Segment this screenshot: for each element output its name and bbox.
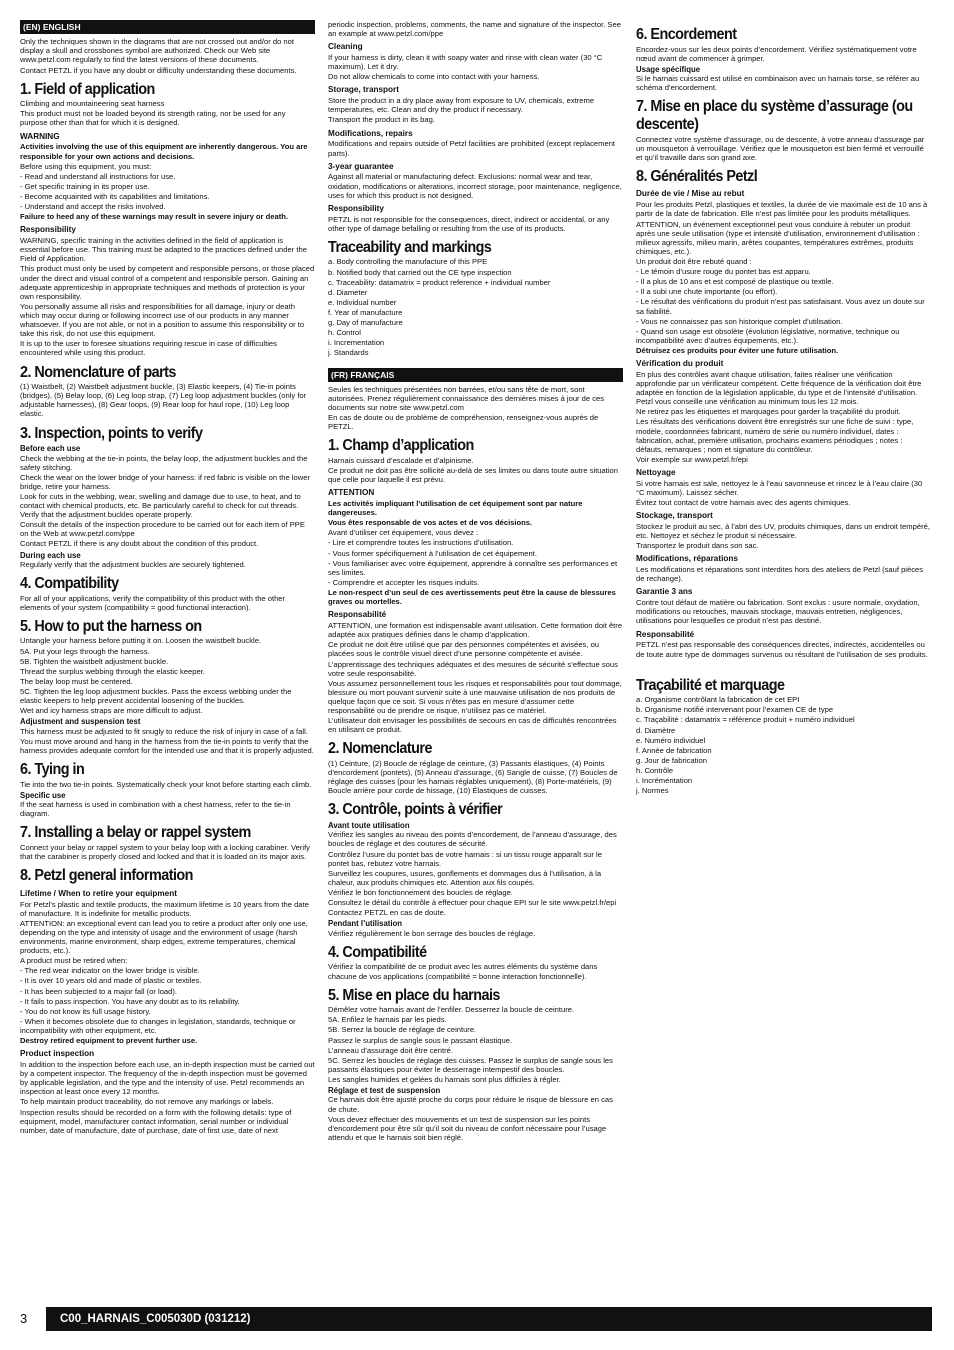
paragraph: Les résultats des vérifications doivent être enregistrés sur une fiche de suivi : type, modèle, coordonnées fabricant, numéro de série ou numéro individuel, dates : fabrication, achat, première utilisation, prochains examens périodiques ; notes : défauts, remarques ; nom et signature du contrôleur. [636, 417, 914, 454]
paragraph: Climbing and mountaineering seat harness [20, 99, 165, 109]
subsection-heading: Lifetime / When to retire your equipment [20, 888, 177, 898]
paragraph: Modifications and repairs outside of Petzl facilities are prohibited (except replacement parts). [328, 139, 616, 158]
paragraph: Les modifications et réparations sont interdites hors des ateliers de Petzl (sauf pièces de rechange). [636, 565, 924, 584]
paragraph: c. Traçabilité : datamatrix = référence produit + numéro individuel [636, 715, 855, 725]
subsection-heading: WARNING [20, 131, 60, 141]
paragraph: - It fails to pass inspection. You have any doubt as to its reliability. [20, 996, 240, 1006]
paragraph: Stockez le produit au sec, à l’abri des UV, produits chimiques, dans un endroit tempéré, etc. Nettoyez et séchez le produit si nécessaire. [636, 522, 930, 541]
paragraph: g. Jour de fabrication [636, 755, 707, 765]
paragraph: If the seat harness is used in combination with a chest harness, refer to the tie-in diagram. [20, 800, 291, 819]
paragraph: - Read and understand all instructions for use. [20, 171, 176, 181]
subsection-heading: Product inspection [20, 1049, 95, 1059]
paragraph: WARNING, specific training in the activities defined in the field of application is essential before use. This training must be adapted to the practices defined under the Field of Application. [20, 236, 307, 264]
paragraph: ATTENTION, une formation est indispensable avant utilisation. Cette formation doit être adaptée aux pratiques définies dans le champ d’application. [328, 621, 623, 640]
paragraph: Only the techniques shown in the diagrams that are not crossed out and/or do not display a skull and crossbones symbol are authorized. Check our Web site www.petzl.com regularly to find the latest versions of these documents. [20, 37, 294, 65]
paragraph: Un produit doit être rebuté quand : [636, 256, 752, 266]
paragraph: Seules les techniques présentées non barrées, et/ou sans tête de mort, sont autorisées. Prenez régulièrement connaissance des dernières mises à jour de ces documents sur notre site www.petzl.com [328, 384, 605, 412]
paragraph: 5A. Enfilez le harnais par les pieds. [328, 1015, 447, 1025]
paragraph: d. Diameter [328, 287, 368, 297]
paragraph: f. Année de fabrication [636, 745, 712, 755]
section-heading: 6. Tying in [20, 761, 85, 778]
subsection-heading: Durée de vie / Mise au rebut [636, 189, 745, 199]
paragraph: L’apprentissage des techniques adéquates et des mesures de sécurité s’effectue sous votre seule responsabilité. [328, 659, 618, 678]
paragraph: Contrôlez l’usure du pontet bas de votre harnais : si un tissu rouge apparaît sur le pontet bas, rebutez votre harnais. [328, 849, 602, 868]
section-heading: 1. Champ d’application [328, 437, 474, 455]
paragraph: Démêlez votre harnais avant de l’enfiler. Desserrez la boucle de ceinture. [328, 1005, 575, 1015]
section-heading: 3. Contrôle, points à vérifier [328, 801, 503, 819]
paragraph: Consult the details of the inspection procedure to be carried out for each item of PPE on the Web at www.petzl.com/ppe [20, 520, 305, 539]
section-heading: 7. Installing a belay or rappel system [20, 824, 251, 842]
paragraph: 5C. Serrez les boucles de réglage des cuisses. Passez le surplus de sangle sous les passants élastiques pour éviter le desserrage intempestif des boucles. [328, 1055, 613, 1074]
paragraph: Inspection results should be recorded on a form with the following details: type of equipment, model, manufacturer contact information, serial number or individual number, date of manufacture, date of purchase, date of first use, date of next [20, 1107, 292, 1135]
document-page [20, 20, 932, 1305]
subsection-heading: Responsibility [328, 203, 384, 213]
section-heading: 4. Compatibility [20, 575, 119, 593]
paragraph: Against all material or manufacturing defect. Exclusions: normal wear and tear, oxidation, modifications or alterations, incorrect storage, poor maintenance, negligence, uses for which this product is not designed. [328, 172, 622, 200]
bold-paragraph: Les activités impliquant l’utilisation de cet équipement sont par nature dangereuses. [328, 499, 583, 518]
paragraph: - Il a subi une chute importante (ou effort). [636, 287, 778, 297]
paragraph: Contactez PETZL en cas de doute. [328, 908, 446, 918]
paragraph: e. Numéro individuel [636, 735, 706, 745]
paragraph: a. Organisme contrôlant la fabrication de cet EPI [636, 695, 800, 705]
paragraph: It is up to the user to foresee situations requiring rescue in case of difficulties encountered while using this product. [20, 339, 277, 358]
paragraph: ATTENTION: an exceptional event can lead you to retire a product after only one use, depending on the type and intensity of usage and the environment of usage (harsh environments, marine environment, sharp edges, extreme temperatures, chemical products, etc.). [20, 918, 308, 956]
paragraph: En cas de doute ou de problème de compréhension, renseignez-vous auprès de PETZL. [328, 413, 599, 432]
paragraph: Si le harnais cuissard est utilisé en combinaison avec un harnais torse, se référer au schéma d’encordement. [636, 74, 920, 93]
subsection-heading: Before each use [20, 444, 81, 454]
paragraph: Do not allow chemicals to come into contact with your harness. [328, 72, 540, 82]
paragraph: - When it becomes obsolete due to changes in legislation, standards, technique or incompatibility with other equipment, etc. [20, 1016, 296, 1035]
paragraph: j. Normes [636, 786, 669, 796]
paragraph: Vérifiez le bon fonctionnement des boucles de réglage. [328, 888, 513, 898]
paragraph: - Le témoin d’usure rouge du pontet bas est apparu. [636, 267, 811, 277]
paragraph: - Vous former spécifiquement à l’utilisation de cet équipement. [328, 548, 537, 558]
page-number: 3 [20, 1311, 28, 1326]
paragraph: Ce harnais doit être ajusté proche du corps pour réduire le risque de blessure en cas de chute. [328, 1095, 613, 1114]
paragraph: Ne retirez pas les étiquettes et marquages pour garder la traçabilité du produit. [636, 407, 901, 417]
subsection-heading: Garantie 3 ans [636, 587, 693, 597]
subsection-heading: During each use [20, 550, 81, 560]
subsection-heading: Storage, transport [328, 85, 399, 95]
paragraph: Tie into the two tie-in points. Systematically check your knot before starting each climb. [20, 779, 312, 789]
subsection-heading: Specific use [20, 790, 66, 800]
paragraph: Contact PETZL if there is any doubt about the condition of this product. [20, 539, 259, 549]
paragraph: Untangle your harness before putting it on. Loosen the waistbelt buckle. [20, 636, 262, 646]
paragraph: Wet and icy harness straps are more difficult to adjust. [20, 706, 203, 716]
paragraph: - Become acquainted with its capabilities and limitations. [20, 191, 210, 201]
paragraph: i. Incrementation [328, 338, 385, 348]
paragraph: (1) Ceinture, (2) Boucle de réglage de ceinture, (3) Passants élastiques, (4) Points d’encordement (pontets), (5) Anneau d’assurage, (6) Sangle de cuisse, (7) Boucles de réglage des cuisses (pour les harnais réglables uniquement), (8) Porte-matériels, (9) Boucle arrière pour corde de hissage, (10) Élastiques de cuisses. [328, 759, 618, 796]
paragraph: - Il a plus de 10 ans et est composé de plastique ou textile. [636, 277, 834, 287]
paragraph: Consultez le détail du contrôle à effectuer pour chaque EPI sur le site www.petzl.fr/epi [328, 898, 617, 908]
paragraph: Before using this equipment, you must: [20, 161, 152, 171]
bold-paragraph: Activities involving the use of this equipment are inherently dangerous. You are responsible for your own actions and decisions. [20, 142, 308, 161]
column-right [636, 20, 931, 1305]
subsection-heading: Adjustment and suspension test [20, 717, 141, 727]
paragraph: This product must not be loaded beyond its strength rating, nor be used for any purpose other than that for which it is designed. [20, 109, 286, 128]
paragraph: Check the webbing at the tie-in points, the belay loop, the adjustment buckles and the safety stitching. [20, 453, 308, 472]
section-heading: 3. Inspection, points to verify [20, 424, 203, 442]
paragraph: j. Standards [328, 348, 369, 358]
section-heading: 1. Field of application [20, 80, 155, 98]
paragraph: (1) Waistbelt, (2) Waistbelt adjustment buckle, (3) Elastic keepers, (4) Tie-in points (bridges), (5) Belay loop, (6) Leg loop strap, (7) Leg loop adjustment buckles (only for adjustable harnesses), (8) Gear loops, (9) Rear loop for haul rope, (10) Leg loop elastic. [20, 382, 307, 419]
section-heading: 5. Mise en place du harnais [328, 986, 500, 1004]
paragraph: L’utilisateur doit envisager les possibilités de secours en cas de difficultés rencontrées en utilisant ce produit. [328, 716, 617, 735]
paragraph: - Vous ne connaissez pas son historique complet d’utilisation. [636, 316, 843, 326]
page-footer [20, 1307, 932, 1331]
subsection-heading: Vérification du produit [636, 359, 724, 369]
subsection-heading: Responsabilité [636, 629, 695, 639]
paragraph: This product must only be used by competent and responsible persons, or those placed under the direct and visual control of a competent and responsible person. Gaining an adequate apprenticeship in appropriate techniques and methods of protection is your own responsibility. [20, 264, 315, 301]
paragraph: Contact PETZL if you have any doubt or difficulty understanding these documents. [20, 65, 297, 75]
paragraph: b. Organisme notifié intervenant pour l’examen CE de type [636, 705, 834, 715]
paragraph: - You do not know its full usage history. [20, 1006, 151, 1016]
paragraph: Encordez-vous sur les deux points d’encordement. Vérifiez systématiquement votre nœud avant de commencer à grimper. [636, 44, 917, 63]
subsection-heading: Cleaning [328, 42, 363, 52]
subsection-heading: Responsabilité [328, 610, 387, 620]
paragraph: Harnais cuissard d’escalade et d’alpinisme. [328, 455, 474, 465]
subsection-heading: Modifications, repairs [328, 128, 413, 138]
section-heading: 7. Mise en place du système d’assurage (ou descente) [636, 98, 913, 133]
subsection-heading: Responsibility [20, 225, 76, 235]
paragraph: En plus des contrôles avant chaque utilisation, faites réaliser une vérification approfondie par un vérificateur compétent. Cette fréquence de la vérification doit être adaptée en fonction de la législation applicable, du type et de l’intensité d’utilisation. Petzl vous conseille une vérification au minimum tous les 12 mois. [636, 369, 922, 407]
paragraph: In addition to the inspection before each use, an in-depth inspection must be carried out by a competent inspector. The frequency of the in-depth inspection must be governed by applicable legislation, and the type and the intensity of use. Petzl recommends an inspection at least once every 12 months. [20, 1060, 315, 1097]
paragraph: This harness must be adjusted to fit snugly to reduce the risk of injury in case of a fall. [20, 726, 308, 736]
section-heading: Traçabilité et marquage [636, 676, 785, 694]
section-heading: 2. Nomenclature [328, 740, 432, 758]
paragraph: Si votre harnais est sale, nettoyez le à l’eau savonneuse et rincez le à l’eau claire (30 °C maximum). Laissez sécher. [636, 478, 923, 497]
paragraph: For all of your applications, verify the compatibility of this product with the other elements of your system (compatibility = good functional interaction). [20, 593, 286, 612]
paragraph: Contre tout défaut de matière ou fabrication. Sont exclus : usure normale, oxydation, modifications ou retouches, mauvais stockage, mauvais entretien, négligences, utilisations pour lesquelles ce produit n’est pas destiné. [636, 598, 920, 626]
paragraph: - Vous familiariser avec votre équipement, apprendre à connaître ses performances et ses limites. [328, 558, 618, 577]
section-heading: 6. Encordement [636, 26, 737, 43]
paragraph: a. Body controlling the manufacture of this PPE [328, 257, 488, 267]
paragraph: Ce produit ne doit pas être sollicité au-delà de ses limites ou dans toute autre situation que celle pour laquelle il est prévu. [328, 465, 618, 485]
bold-paragraph: Le non-respect d’un seul de ces avertissements peut être la cause de blessures graves ou mortelles. [328, 588, 616, 607]
subsection-heading: Usage spécifique [636, 64, 701, 74]
language-header: (FR) FRANÇAIS [328, 368, 623, 382]
paragraph: Les sangles humides et gelées du harnais sont plus difficiles à régler. [328, 1074, 561, 1084]
paragraph: periodic inspection, problems, comments, the name and signature of the inspector. See an example at www.petzl.com/ppe [328, 20, 621, 39]
paragraph: For Petzl's plastic and textile products, the maximum lifetime is 10 years from the date of manufacture. It is indefinite for metallic products. [20, 899, 309, 918]
paragraph: L’anneau d’assurage doit être centré. [328, 1045, 453, 1055]
section-heading: 5. How to put the harness on [20, 617, 202, 635]
section-heading: 8. Petzl general information [20, 867, 193, 885]
paragraph: Store the product in a dry place away from exposure to UV, chemicals, extreme temperatures, etc. Clean and dry the product if necessary. [328, 96, 595, 115]
paragraph: h. Control [328, 328, 361, 338]
paragraph: Thread the surplus webbing through the elastic keeper. [20, 666, 205, 676]
section-heading: 8. Généralités Petzl [636, 167, 758, 185]
paragraph: Voir exemple sur www.petzl.fr/epi [636, 454, 748, 464]
paragraph: - The red wear indicator on the lower bridge is visible. [20, 966, 200, 976]
paragraph: b. Notified body that carried out the CE type inspection [328, 267, 512, 277]
paragraph: A product must be retired when: [20, 956, 128, 966]
language-header: (EN) ENGLISH [20, 20, 315, 34]
paragraph: Vous devez effectuer des mouvements et un test de suspension sur les points d’encordement pour être sûr qu’il soit du niveau de confort nécessaire pour l’usage attendu et que le harnais soit bien réglé. [328, 1114, 607, 1142]
subsection-heading: Avant toute utilisation [328, 821, 410, 831]
paragraph: Transportez le produit dans son sac. [636, 541, 759, 551]
paragraph: Ce produit ne doit être utilisé que par des personnes compétentes et avisées, ou placées sous le contrôle visuel direct d’une personne compétente et avisée. [328, 640, 600, 659]
column-left [20, 20, 315, 1305]
bold-paragraph: Détruisez ces produits pour éviter une future utilisation. [636, 345, 839, 355]
paragraph: The belay loop must be centered. [20, 676, 133, 686]
bold-paragraph: Failure to heed any of these warnings may result in severe injury or death. [20, 212, 288, 222]
paragraph: Check the wear on the lower bridge of your harness: if red fabric is visible on the lower bridge, retire your harness. [20, 472, 310, 491]
paragraph: Vous assumez personnellement tous les risques et responsabilités pour tout dommage, blessure ou mort pouvant survenir suite à une mauvaise utilisation de nos produits de quelque façon que ce soit. Si vous n’êtes pas en mesure d’assumer cette responsabilité ou de prendre ce risque, n’utilisez pas ce matériel. [328, 678, 622, 716]
paragraph: e. Individual number [328, 297, 397, 307]
paragraph: Avant d’utiliser cet équipement, vous devez : [328, 528, 479, 538]
paragraph: Vérifiez les sangles au niveau des points d’encordement, de l’anneau d’assurage, des boucles de réglage et des coutures de sécurité. [328, 830, 617, 849]
paragraph: Évitez tout contact de votre harnais avec des agents chimiques. [636, 498, 851, 508]
paragraph: c. Traceability: datamatrix = product reference + individual number [328, 277, 551, 287]
paragraph: d. Diamètre [636, 725, 676, 735]
bold-paragraph: Destroy retired equipment to prevent further use. [20, 1036, 198, 1046]
paragraph: Regularly verify that the adjustment buckles are securely tightened. [20, 559, 246, 569]
paragraph: To help maintain product traceability, do not remove any markings or labels. [20, 1097, 274, 1107]
paragraph: Connectez votre système d’assurage, ou de descente, à votre anneau d’assurage par un mousqueton à verrouillage. Vérifiez que le mousqueton est bien fermé et verrouillé et qu’il travaille dans son grand axe. [636, 134, 925, 162]
section-heading: 4. Compatibilité [328, 943, 427, 961]
paragraph: 5C. Tighten the leg loop adjustment buckles. Pass the excess webbing under the elastic keepers to help prevent accidental loosening of the buckles. [20, 687, 292, 706]
paragraph: - It has been subjected to a major fall (or load). [20, 986, 178, 996]
paragraph: - Le résultat des vérifications du produit n’est pas satisfaisant. Vous avez un doute sur sa fiabilité. [636, 297, 925, 316]
bold-paragraph: Vous êtes responsable de vos actes et de vos décisions. [328, 518, 533, 528]
subsection-heading: ATTENTION [328, 488, 375, 498]
paragraph: Transport the product in its bag. [328, 115, 435, 125]
paragraph: ATTENTION, un événement exceptionnel peut vous conduire à rebuter un produit après une seule utilisation (type et intensité d’utilisation, environnement d’utilisation : milieux agressifs, milieu marin, arêtes coupantes, températures extrêmes, produits chimiques, etc.). [636, 219, 920, 256]
section-heading: 2. Nomenclature of parts [20, 363, 176, 381]
paragraph: Vérifiez régulièrement le bon serrage des boucles de réglage. [328, 928, 536, 938]
paragraph: PETZL n’est pas responsable des conséquences directes, indirectes, accidentelles ou de toute autre type de dommages survenus ou résultant de l’utilisation de ses produits. [636, 640, 928, 659]
paragraph: - Lire et comprendre toutes les instructions d’utilisation. [328, 538, 514, 548]
paragraph: f. Year of manufacture [328, 308, 403, 317]
column-middle [328, 20, 623, 1305]
subsection-heading: Stockage, transport [636, 511, 713, 521]
paragraph: Vérifiez la compatibilité de ce produit avec les autres éléments du système dans chacune de vos applications (compatibilité = bonne interaction fonctionnelle). [328, 962, 598, 981]
paragraph: g. Day of manufacture [328, 318, 403, 328]
paragraph: You personally assume all risks and responsibilities for all damage, injury or death which may occur during or following incorrect use of our products in any manner whatsoever. If you are not able, or not in a position to assume this responsibility or to take this risk, do not use this equipment. [20, 301, 305, 339]
subsection-heading: Pendant l’utilisation [328, 919, 403, 929]
paragraph: Pour les produits Petzl, plastiques et textiles, la durée de vie maximale est de 10 ans à partir de la date de fabrication. Elle n’est pas limitée pour les produits métalliques. [636, 200, 928, 219]
paragraph: Look for cuts in the webbing, wear, swelling and damage due to use, to heat, and to contact with chemical products, etc. Be particularly careful to check for cut threads. Verify that the adjustment buckles operate properly. [20, 491, 301, 520]
subsection-heading: Réglage et test de suspension [328, 1086, 441, 1096]
document-code-bar: C00_HARNAIS_C005030D (031212) [46, 1307, 932, 1331]
paragraph: Connect your belay or rappel system to your belay loop with a locking carabiner. Verify that the carabiner is properly closed and locked and that it is loaded on its major axis. [20, 842, 310, 861]
paragraph: - Quand son usage est obsolète (évolution législative, normative, technique ou incompatibilité avec d’autres équipements, etc.). [636, 326, 900, 345]
paragraph: - It is over 10 years old and made of plastic or textiles. [20, 976, 202, 986]
paragraph: You must move around and hang in the harness from the tie-in points to verify that the harness provides adequate comfort for the intended use and that it is properly adjusted. [20, 736, 314, 755]
paragraph: - Understand and accept the risks involved. [20, 202, 166, 212]
paragraph: h. Contrôle [636, 766, 674, 776]
subsection-heading: Modifications, réparations [636, 554, 738, 564]
subsection-heading: 3-year guarantee [328, 161, 394, 171]
paragraph: Surveillez les coupures, usures, gonflements et dommages dus à l’utilisation, à la chaleur, aux produits chimiques etc. Attention aux fils coupés. [328, 868, 602, 887]
paragraph: Passez le surplus de sangle sous le passant élastique. [328, 1035, 513, 1045]
subsection-heading: Nettoyage [636, 468, 676, 478]
paragraph: 5A. Put your legs through the harness. [20, 646, 150, 656]
paragraph: 5B. Serrez la boucle de réglage de ceinture. [328, 1025, 477, 1035]
section-heading: Traceability and markings [328, 238, 492, 256]
paragraph: - Get specific training in its proper use. [20, 181, 150, 191]
paragraph: 5B. Tighten the waistbelt adjustment buckle. [20, 656, 169, 666]
paragraph: If your harness is dirty, clean it with soapy water and rinse with clean water (30 °C maximum). Let it dry. [328, 53, 603, 72]
paragraph: - Comprendre et accepter les risques induits. [328, 577, 480, 587]
paragraph: i. Incrémentation [636, 776, 693, 786]
paragraph: PETZL is not responsible for the consequences, direct, indirect or accidental, or any other type of damage befalling or resulting from the use of its products. [328, 214, 610, 233]
